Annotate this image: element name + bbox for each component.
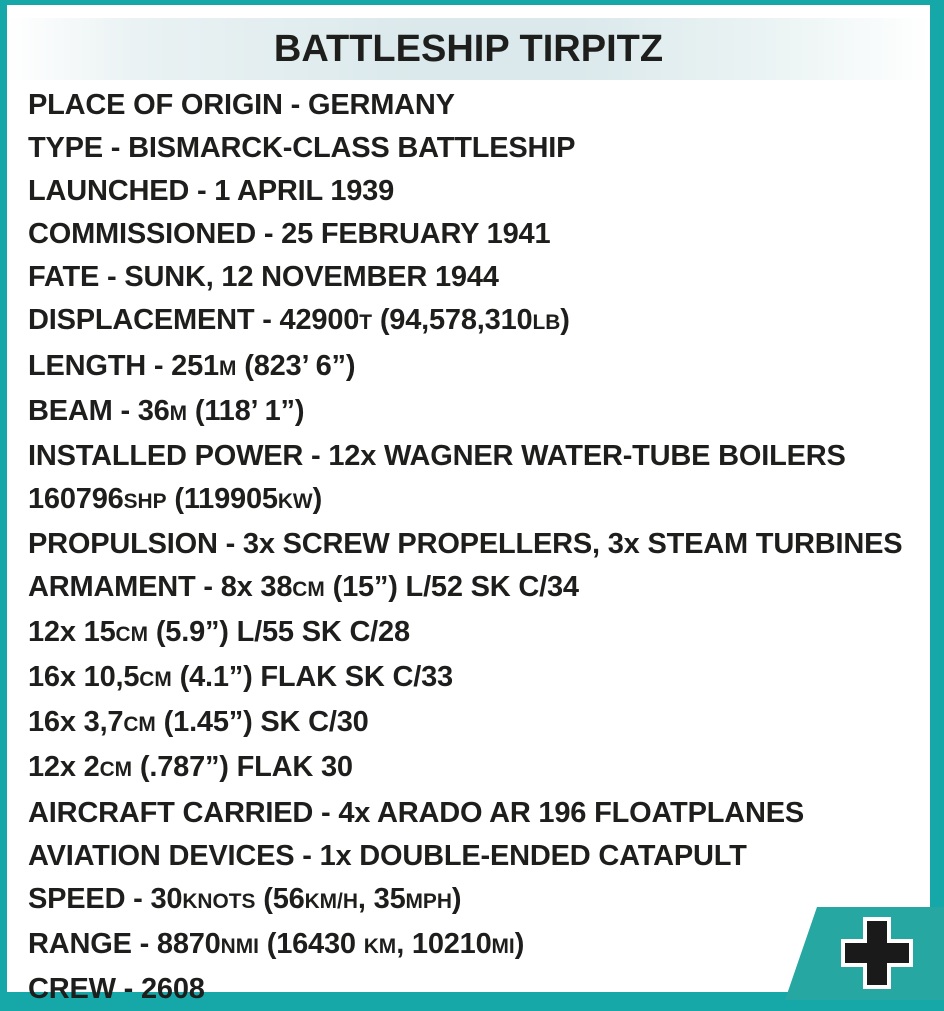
spec-text: (.787”) FLAK 30 <box>132 751 353 784</box>
spec-line <box>28 523 928 566</box>
spec-text: AIRCRAFT CARRIED - 4x ARADO AR 196 FLOATPLANES <box>28 796 804 829</box>
unit-text: CM <box>115 623 148 647</box>
spec-text: 16x 3,7 <box>28 706 124 739</box>
unit-text: M <box>218 356 237 380</box>
spec-line <box>28 611 928 656</box>
spec-line <box>28 792 928 835</box>
spec-text: ) <box>560 304 570 337</box>
spec-text: 12x 15 <box>28 616 116 649</box>
spec-text: RANGE - 8870 <box>28 927 221 960</box>
unit-text: MPH <box>405 889 452 913</box>
unit-text: CM <box>99 758 133 782</box>
spec-line <box>28 127 928 170</box>
spec-text: , 35 <box>357 882 406 915</box>
unit-text: CM <box>139 668 172 692</box>
german-balkenkreuz-cross-icon <box>841 917 913 989</box>
spec-text: (823’ 6”) <box>236 349 356 382</box>
spec-text: LAUNCHED - 1 APRIL 1939 <box>28 175 395 208</box>
spec-line <box>28 701 928 746</box>
spec-text: LENGTH - 251 <box>28 349 219 382</box>
spec-line <box>28 746 928 791</box>
unit-text: NMI <box>220 934 259 958</box>
spec-text: (1.45”) SK C/30 <box>155 706 369 739</box>
spec-text: (119905 <box>166 482 278 515</box>
spec-line <box>28 345 928 390</box>
spec-text: (15”) L/52 SK C/34 <box>324 571 579 604</box>
spec-text: ) <box>514 927 525 960</box>
spec-text: (4.1”) FLAK SK C/33 <box>171 661 453 694</box>
spec-text: PROPULSION - 3x SCREW PROPELLERS, 3x STEAM TURBINES <box>28 527 903 560</box>
spec-line <box>28 213 928 256</box>
spec-text: DISPLACEMENT - 42900 <box>28 304 360 337</box>
spec-line <box>28 170 928 213</box>
spec-line <box>28 878 928 923</box>
spec-text: COMMISSIONED - 25 FEBRUARY 1941 <box>28 218 551 251</box>
spec-text: FATE - SUNK, 12 NOVEMBER 1944 <box>28 261 499 294</box>
page-title: BATTLESHIP TIRPITZ <box>273 28 664 70</box>
unit-text: KW <box>277 489 313 513</box>
spec-text: (118’ 1”) <box>187 394 305 427</box>
spec-line <box>28 656 928 701</box>
unit-text: LB <box>532 311 561 335</box>
unit-text: KM <box>363 934 397 958</box>
spec-text: 16x 10,5 <box>28 661 140 694</box>
unit-text: T <box>359 311 372 335</box>
spec-text: 160796 <box>28 482 124 515</box>
unit-text: MI <box>491 934 515 958</box>
spec-line <box>28 923 928 968</box>
spec-text: (5.9”) L/55 SK C/28 <box>147 616 410 649</box>
unit-text: KM/H <box>304 889 358 913</box>
unit-text: SHP <box>123 489 167 513</box>
spec-text: , 10210 <box>396 927 492 960</box>
spec-line <box>28 299 928 344</box>
spec-line <box>28 478 928 523</box>
spec-line <box>28 390 928 435</box>
unit-text: CM <box>123 713 156 737</box>
spec-text: (56 <box>255 882 305 915</box>
spec-text: ARMAMENT - 8x 38 <box>28 571 293 604</box>
spec-text: PLACE OF ORIGIN - GERMANY <box>28 89 455 121</box>
spec-text: 12x 2 <box>28 751 100 784</box>
spec-text: ) <box>451 882 462 915</box>
spec-text: CREW - 2608 <box>28 972 205 1005</box>
spec-line <box>28 435 928 478</box>
title-band <box>7 18 930 80</box>
unit-text: KNOTS <box>182 889 256 913</box>
spec-line <box>28 84 928 127</box>
unit-text: CM <box>292 578 325 602</box>
spec-text: ) <box>312 482 323 515</box>
specs-list <box>28 84 928 1011</box>
spec-text: (16430 <box>258 927 364 960</box>
spec-line <box>28 566 928 611</box>
spec-text: BEAM - 36 <box>28 394 170 427</box>
spec-text: TYPE - BISMARCK-CLASS BATTLESHIP <box>28 132 576 165</box>
spec-line <box>28 256 928 299</box>
spec-text: AVIATION DEVICES - 1x DOUBLE-ENDED CATAPULT <box>28 839 747 872</box>
spec-text: (94,578,310 <box>371 304 533 337</box>
spec-text: SPEED - 30 <box>28 882 183 915</box>
spec-line <box>28 835 928 878</box>
unit-text: M <box>169 401 188 425</box>
content-panel <box>7 5 930 1005</box>
spec-text: INSTALLED POWER - 12x WAGNER WATER-TUBE BOILERS <box>28 439 846 472</box>
